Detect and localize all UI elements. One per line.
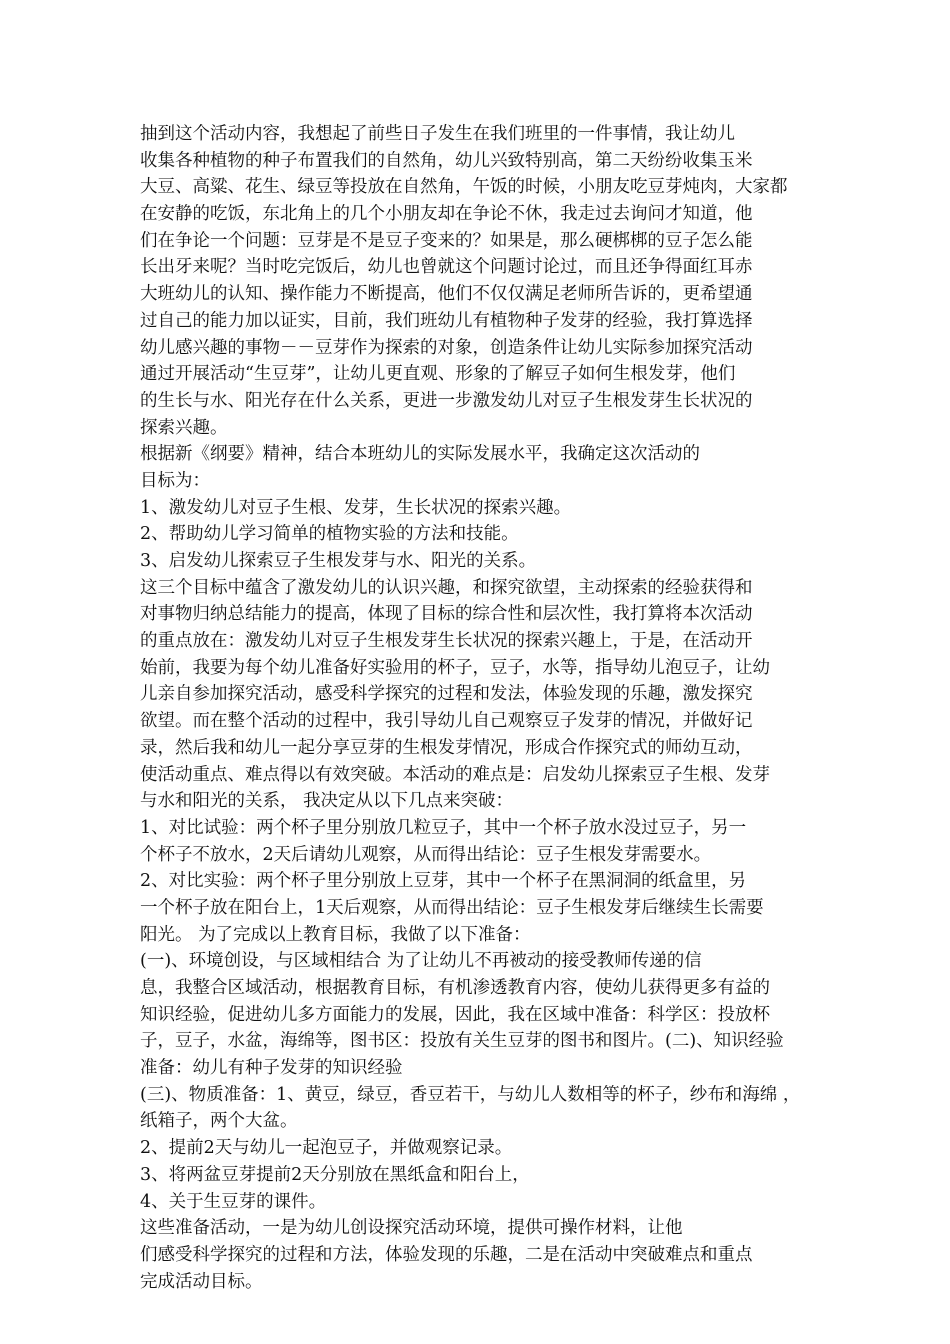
text-line: 1、对比试验：两个杯子里分别放几粒豆子，其中一个杯子放水没过豆子，另一 (140, 817, 747, 838)
text-line: 3、将两盆豆芽提前2天分别放在黑纸盒和阳台上， (140, 1164, 530, 1185)
text-line: 们感受科学探究的过程和方法，体验发现的乐趣，二是在活动中突破难点和重点 (140, 1244, 753, 1265)
text-line: 与水和阳光的关系， 我决定从以下几点来突破： (140, 791, 514, 812)
text-line: 根据新《纲要》精神，结合本班幼儿的实际发展水平，我确定这次活动的 (140, 444, 700, 465)
text-line: 幼儿感兴趣的事物－－豆芽作为探索的对象，创造条件让幼儿实际参加探究活动 (140, 337, 753, 358)
text-line: 2、提前2天与幼儿一起泡豆子，并做观察记录。 (140, 1138, 513, 1159)
preparation-materials (140, 1082, 812, 1135)
intro-paragraph (140, 121, 812, 441)
text-line: 阳光。 为了完成以上教育目标，我做了以下准备： (140, 924, 531, 945)
preparation-environment (140, 948, 812, 1081)
goals-intro-paragraph (140, 441, 812, 494)
text-line: 对事物归纳总结能力的提高，体现了目标的综合性和层次性，我打算将本次活动 (140, 604, 753, 625)
material-3 (140, 1162, 812, 1189)
text-line: 知识经验，促进幼儿多方面能力的发展，因此，我在区域中准备：科学区：投放杯 (140, 1004, 770, 1025)
document-body (140, 121, 812, 1295)
text-line: 收集各种植物的种子布置我们的自然角，幼儿兴致特别高，第二天纷纷收集玉米 (140, 150, 753, 171)
text-line: 始前，我要为每个幼儿准备好实验用的杯子，豆子，水等，指导幼儿泡豆子，让幼 (140, 657, 770, 678)
focus-paragraph (140, 575, 812, 815)
text-line: 4、关于生豆芽的课件。 (140, 1191, 327, 1212)
material-2 (140, 1135, 812, 1162)
text-line: 使活动重点、难点得以有效突破。本活动的难点是：启发幼儿探索豆子生根、发芽 (140, 764, 770, 785)
text-line: 完成活动目标。 (140, 1271, 263, 1292)
text-line: 子，豆子，水盆，海绵等，图书区：投放有关生豆芽的图书和图片。(二)、知识经验 (140, 1031, 784, 1052)
experiment-1 (140, 815, 812, 868)
text-line: 大班幼儿的认知、操作能力不断提高，他们不仅仅满足老师所告诉的，更希望通 (140, 284, 753, 305)
text-line: 儿亲自参加探究活动，感受科学探究的过程和发法，体验发现的乐趣，激发探究 (140, 684, 753, 705)
text-line: 1、激发幼儿对豆子生根、发芽，生长状况的探索兴趣。 (140, 497, 572, 518)
text-line: 准备：幼儿有种子发芽的知识经验 (140, 1058, 403, 1079)
experiment-2 (140, 868, 812, 948)
text-line: 通过开展活动“生豆芽”，让幼儿更直观、形象的了解豆子如何生根发芽，他们 (140, 364, 736, 385)
text-line: 一个杯子放在阳台上，1天后观察，从而得出结论：豆子生根发芽后继续生长需要 (140, 897, 764, 918)
text-line: 纸箱子，两个大盆。 (140, 1111, 298, 1132)
text-line: 的重点放在：激发幼儿对豆子生根发芽生长状况的探索兴趣上，于是，在活动开 (140, 631, 753, 652)
material-4 (140, 1189, 812, 1216)
text-line: 探索兴趣。 (140, 417, 228, 438)
text-line: 们在争论一个问题：豆芽是不是豆子变来的？如果是，那么硬梆梆的豆子怎么能 (140, 230, 753, 251)
goal-2 (140, 521, 812, 548)
text-line: 在安静的吃饭，东北角上的几个小朋友却在争论不休，我走过去询问才知道，他 (140, 204, 753, 225)
text-line: 这些准备活动，一是为幼儿创设探究活动环境，提供可操作材料，让他 (140, 1218, 683, 1239)
text-line: 3、启发幼儿探索豆子生根发芽与水、阳光的关系。 (140, 551, 537, 571)
text-line: 这三个目标中蕴含了激发幼儿的认识兴趣，和探究欲望，主动探索的经验获得和 (140, 577, 753, 598)
text-line: 目标为： (140, 470, 210, 491)
text-line: 录，然后我和幼儿一起分享豆芽的生根发芽情况，形成合作探究式的师幼互动， (140, 737, 753, 758)
text-line: 息，我整合区域活动，根据教育目标，有机渗透教育内容，使幼儿获得更多有益的 (140, 978, 770, 998)
text-line: (三)、物质准备：1、黄豆，绿豆，香豆若干，与幼儿人数相等的杯子，纱布和海绵 ， (140, 1084, 801, 1105)
text-line: 大豆、高粱、花生、绿豆等投放在自然角，午饭的时候，小朋友吃豆芽炖肉，大家都 (140, 177, 788, 198)
goal-1 (140, 495, 812, 522)
text-line: 的生长与水、阳光存在什么关系，更进一步激发幼儿对豆子生根发芽生长状况的 (140, 390, 753, 411)
text-line: 过自己的能力加以证实，目前，我们班幼儿有植物种子发芽的经验，我打算选择 (140, 310, 753, 331)
text-line: 欲望。而在整个活动的过程中，我引导幼儿自己观察豆子发芽的情况，并做好记 (140, 711, 753, 732)
text-line: (一)、环境创设，与区域相结合 为了让幼儿不再被动的接受教师传递的信 (140, 951, 702, 972)
text-line: 2、帮助幼儿学习简单的植物实验的方法和技能。 (140, 524, 519, 545)
goal-3 (140, 548, 812, 575)
text-line: 个杯子不放水，2天后请幼儿观察，从而得出结论：豆子生根发芽需要水。 (140, 844, 712, 865)
conclusion-paragraph (140, 1215, 812, 1295)
text-line: 抽到这个活动内容，我想起了前些日子发生在我们班里的一件事情，我让幼儿 (140, 124, 735, 144)
text-line: 长出牙来呢？当时吃完饭后，幼儿也曾就这个问题讨论过，而且还争得面红耳赤 (140, 257, 753, 278)
text-line: 2、对比实验：两个杯子里分别放上豆芽，其中一个杯子在黑洞洞的纸盒里，另 (140, 871, 747, 892)
